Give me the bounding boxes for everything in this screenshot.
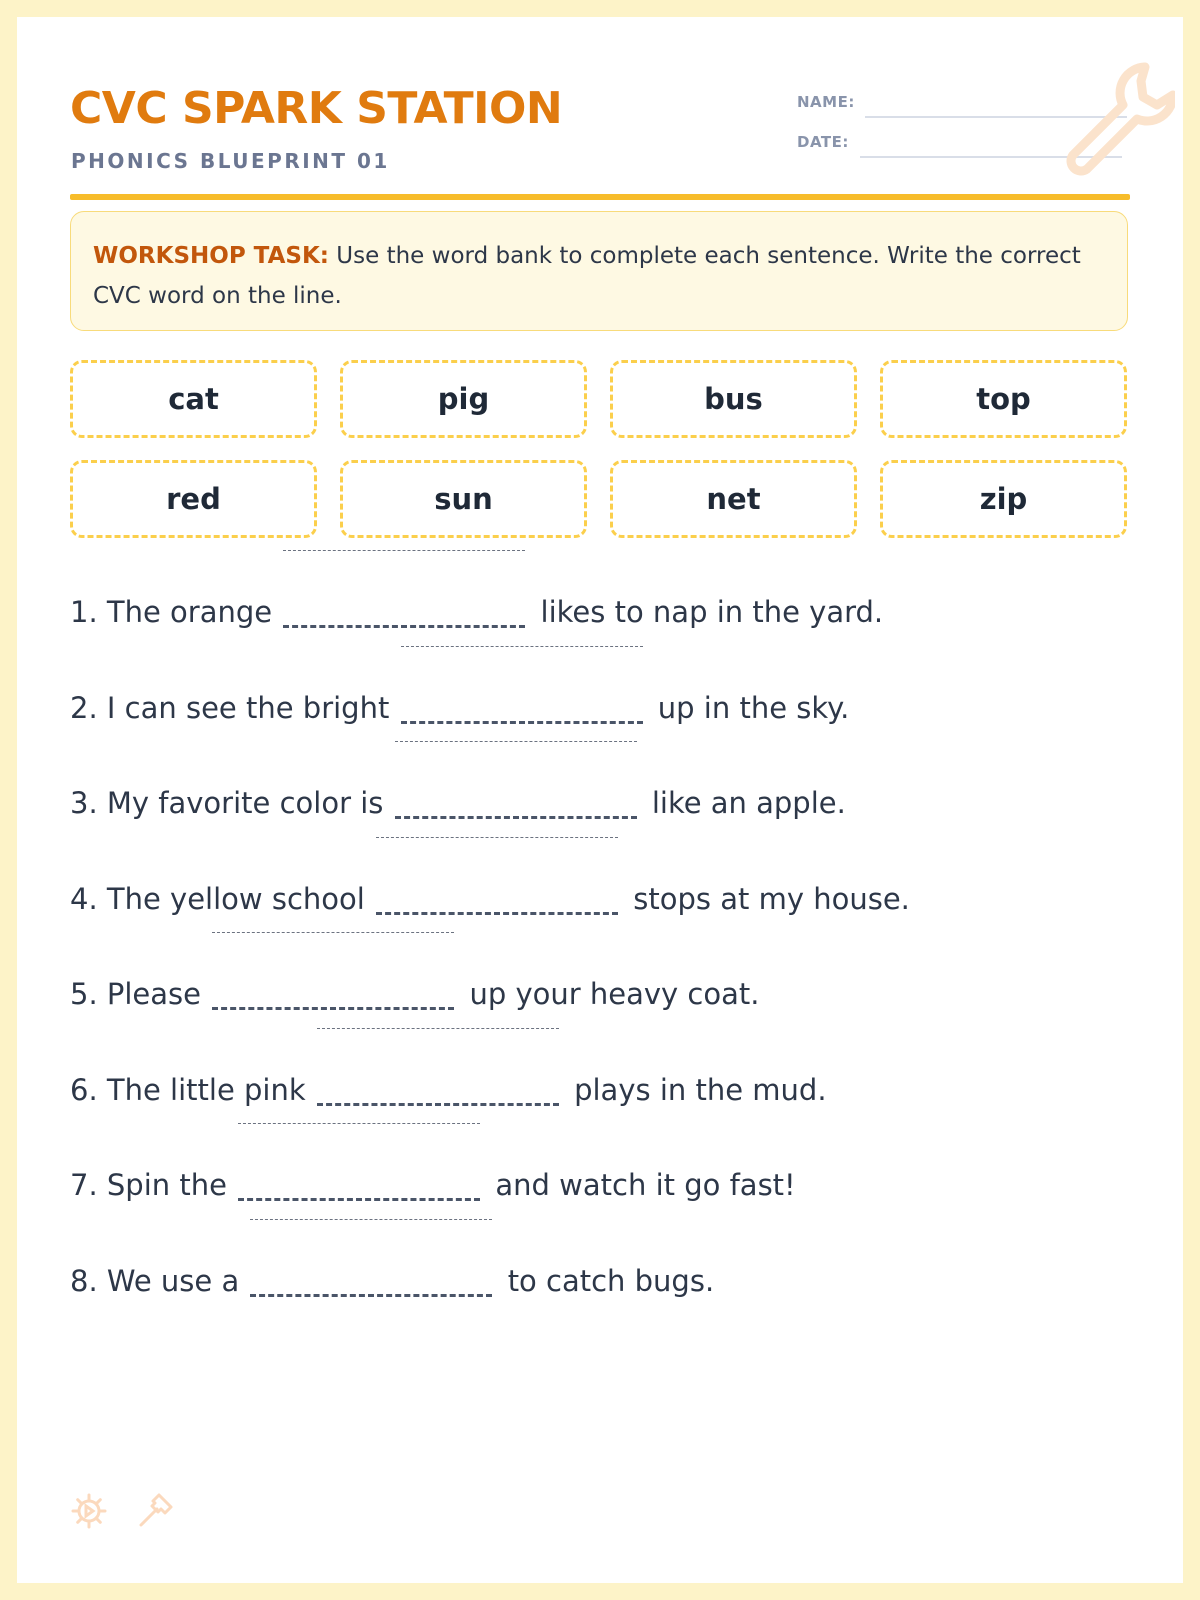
page-title: CVC SPARK STATION (70, 83, 563, 134)
blank-guide (395, 741, 637, 742)
sentence-item (70, 688, 849, 728)
word-bank-item: net (610, 460, 857, 538)
blank-line (317, 1103, 559, 1106)
sentence-start: 3. My favorite color is (70, 786, 384, 820)
answer-blank[interactable] (212, 974, 454, 1004)
blank-line (250, 1294, 492, 1297)
word-bank-item: zip (880, 460, 1127, 538)
answer-blank[interactable] (376, 879, 618, 909)
word-bank-item: top (880, 360, 1127, 438)
blank-guide (250, 1219, 492, 1220)
sentence-item (70, 1070, 827, 1110)
wrench-icon (1057, 57, 1175, 181)
answer-blank[interactable] (317, 1070, 559, 1100)
task-text: Use the word bank to complete each sentence. Write the correct CVC word on the line. (93, 243, 1081, 309)
word-bank (70, 360, 1132, 538)
sentence-start: 8. We use a (70, 1264, 240, 1298)
blank-guide (401, 646, 643, 647)
sentence-end: to catch bugs. (507, 1264, 715, 1298)
hammer-icon (135, 1491, 175, 1531)
sentence-start: 5. Please (70, 977, 201, 1011)
sentence-start: 4. The yellow school (70, 882, 365, 916)
sentence-item (70, 592, 883, 632)
answer-blank[interactable] (395, 783, 637, 813)
worksheet-page (17, 17, 1183, 1583)
header-rule (70, 194, 1130, 200)
answer-blank[interactable] (283, 592, 525, 622)
blank-line (376, 912, 618, 915)
sentence-end: up in the sky. (657, 691, 850, 725)
blank-guide (317, 1028, 559, 1029)
sentence-start: 6. The little pink (70, 1073, 306, 1107)
answer-blank[interactable] (238, 1165, 480, 1195)
answer-blank[interactable] (250, 1261, 492, 1291)
sentence-end: likes to nap in the yard. (540, 595, 884, 629)
word-bank-item: sun (340, 460, 587, 538)
word-bank-item: bus (610, 360, 857, 438)
name-label: NAME: (797, 93, 855, 111)
blank-guide (238, 1123, 480, 1124)
sentence-item (70, 879, 910, 919)
blank-line (395, 816, 637, 819)
sentence-item (70, 783, 846, 823)
word-bank-item: pig (340, 360, 587, 438)
sentence-start: 7. Spin the (70, 1168, 227, 1202)
gear-icon (69, 1491, 109, 1531)
date-label: DATE: (797, 133, 849, 151)
sentence-end: and watch it go fast! (495, 1168, 796, 1202)
task-instructions (70, 211, 1128, 331)
blank-line (401, 721, 643, 724)
sentence-item (70, 1165, 796, 1205)
word-bank-item: red (70, 460, 317, 538)
blank-guide (283, 550, 525, 551)
sentence-item (70, 974, 759, 1014)
sentence-end: stops at my house. (633, 882, 910, 916)
blank-line (238, 1198, 480, 1201)
blank-guide (212, 932, 454, 933)
sentence-start: 2. I can see the bright (70, 691, 390, 725)
word-bank-item: cat (70, 360, 317, 438)
sentence-end: plays in the mud. (574, 1073, 827, 1107)
answer-blank[interactable] (401, 688, 643, 718)
page-subtitle: PHONICS BLUEPRINT 01 (71, 149, 390, 173)
blank-line (212, 1007, 454, 1010)
task-label: WORKSHOP TASK: (93, 243, 329, 269)
sentence-end: up your heavy coat. (469, 977, 760, 1011)
sentence-end: like an apple. (651, 786, 846, 820)
sentence-start: 1. The orange (70, 595, 273, 629)
sentence-item (70, 1261, 714, 1301)
blank-line (283, 625, 525, 628)
blank-guide (376, 837, 618, 838)
